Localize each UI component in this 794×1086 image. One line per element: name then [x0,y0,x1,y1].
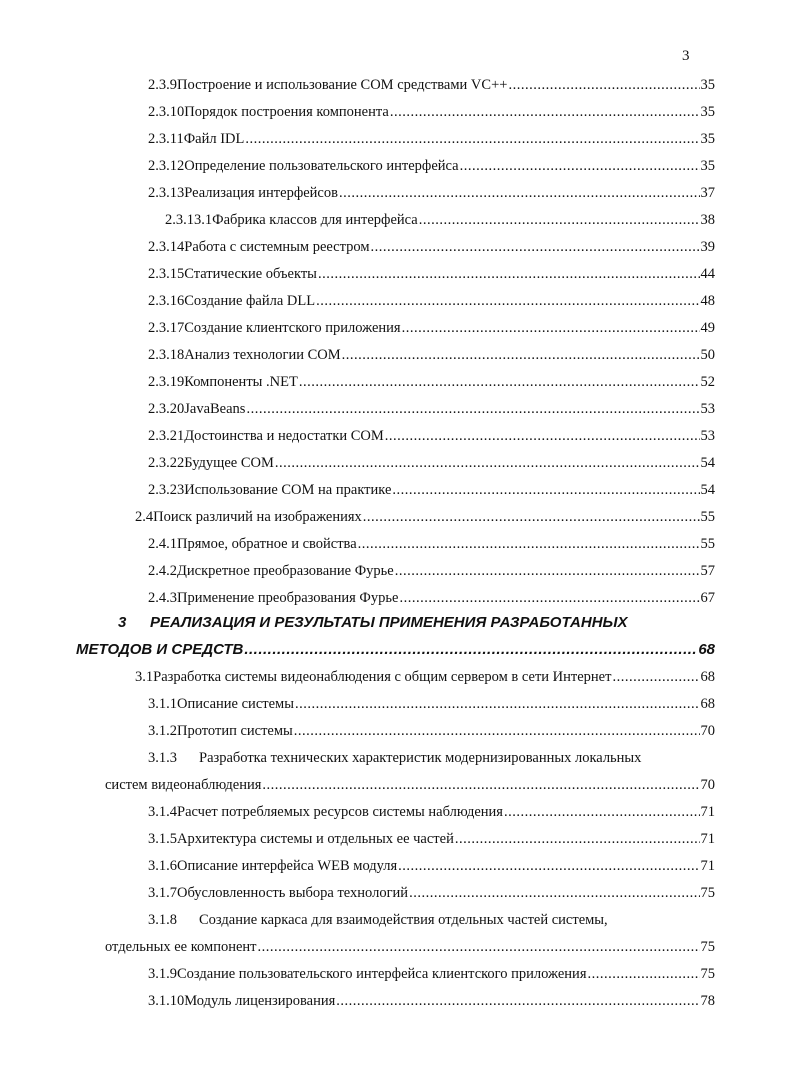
toc-entry-page: 35 [700,131,715,147]
toc-entry-page: 37 [700,185,715,201]
toc-entry-number: 3.1.2 [148,723,177,739]
toc-entry [148,722,715,740]
toc-leader [358,535,700,553]
toc-entry-multiline [148,749,641,767]
toc-leader [385,427,700,445]
toc-leader [275,454,700,472]
toc-entry-page: 39 [700,239,715,255]
toc-entry [148,184,715,202]
toc-entry-page: 52 [700,374,715,390]
toc-entry-number: 2.3.12 [148,158,185,174]
toc-entry [148,803,715,821]
toc-entry-page: 49 [700,320,715,336]
toc-entry [148,292,715,310]
toc-entry-page: 67 [700,590,715,606]
toc-entry-title: Работа с системным реестром [184,239,370,255]
toc-entry-page: 71 [700,858,715,874]
toc-entry [148,562,715,580]
toc-leader [245,130,699,148]
toc-entry-title-line1: Разработка технических характеристик модернизированных локальных [199,750,642,766]
toc-entry-number: 2.3.18 [148,347,185,363]
toc-entry-title: Расчет потребляемых ресурсов системы наблюдения [177,804,503,820]
toc-leader [504,803,700,821]
toc-entry [148,857,715,875]
toc-entry [148,965,715,983]
toc-entry [148,589,715,607]
toc-entry-title: Обусловленность выбора технологий [177,885,409,901]
page-number: 3 [682,48,690,64]
toc-entry-page: 68 [700,669,715,685]
toc-entry-title: Использование СОМ на практике [184,482,392,498]
toc-entry-page: 35 [700,158,715,174]
toc-entry-page: 35 [700,104,715,120]
toc-entry [148,76,715,94]
toc-entry-title: Анализ технологии СОМ [184,347,341,363]
toc-leader [409,884,699,902]
toc-entry-title: Создание клиентского приложения [184,320,401,336]
toc-entry [148,454,715,472]
toc-leader [244,641,697,659]
toc-entry-title: Прямое, обратное и свойства [177,536,357,552]
toc-entry [148,400,715,418]
toc-entry [148,238,715,256]
toc-entry [148,884,715,902]
toc-entry-page: 75 [700,939,715,955]
toc-entry-title-line2: отдельных ее компонент [105,939,257,955]
toc-entry [148,992,715,1010]
toc-entry-title: Разработка системы видеонаблюдения с общим сервером в сети Интернет [153,669,612,685]
toc-entry-number: 2.3.16 [148,293,185,309]
toc-entry-title: Статические объекты [184,266,317,282]
toc-entry-number: 3.1.10 [148,993,185,1009]
toc-entry-number: 2.4.1 [148,536,177,552]
toc-entry-page: 68 [700,696,715,712]
toc-entry-title: Применение преобразования Фурье [177,590,399,606]
chapter-heading-line2 [76,641,715,659]
toc-entry-title-line2: систем видеонаблюдения [105,777,262,793]
toc-entry-number: 2.3.13 [148,185,185,201]
toc-entry [148,535,715,553]
toc-entry-number: 3.1.3 [148,750,177,766]
toc-leader [398,857,699,875]
toc-entry-page: 70 [700,777,715,793]
chapter-title-line1: РЕАЛИЗАЦИЯ И РЕЗУЛЬТАТЫ ПРИМЕНЕНИЯ РАЗРАБОТАННЫХ [150,614,628,631]
toc-leader [395,562,700,580]
toc-leader [390,103,700,121]
chapter-heading [118,614,628,632]
toc-entry-continuation [105,776,715,794]
toc-leader [299,373,700,391]
toc-entry-number: 3.1.6 [148,858,177,874]
toc-entry-number: 2.3.22 [148,455,185,471]
toc-entry-title: Модуль лицензирования [184,993,336,1009]
toc-leader [295,695,700,713]
toc-entry-number: 2.4 [135,509,154,525]
toc-leader [262,776,699,794]
toc-entry-title: Файл IDL [183,131,245,147]
toc-entry-title-line1: Создание каркаса для взаимодействия отдельных частей системы, [199,912,608,928]
toc-entry-number: 2.3.10 [148,104,185,120]
toc-entry-page: 50 [700,347,715,363]
toc-entry-number: 2.4.3 [148,590,177,606]
toc-entry [148,157,715,175]
toc-entry [148,130,715,148]
toc-entry-number: 3.1.1 [148,696,177,712]
toc-entry-title: Создание файла DLL [184,293,316,309]
toc-leader [419,211,700,229]
chapter-title-line2: МЕТОДОВ И СРЕДСТВ [76,641,244,658]
toc-entry-number: 3.1.8 [148,912,177,928]
toc-entry-title: Будущее СОМ [184,455,274,471]
toc-entry-title: Архитектура системы и отдельных ее частей [177,831,454,847]
toc-entry-number: 2.3.14 [148,239,185,255]
toc-entry-page: 38 [700,212,715,228]
toc-leader [399,589,699,607]
toc-entry-page: 71 [700,831,715,847]
toc-entry [148,265,715,283]
toc-entry-title: Достоинства и недостатки СОМ [184,428,384,444]
toc-entry [148,346,715,364]
toc-leader [508,76,699,94]
toc-entry [135,668,715,686]
toc-entry-page: 48 [700,293,715,309]
toc-entry [165,211,715,229]
toc-leader [455,830,700,848]
toc-entry [135,508,715,526]
toc-entry-page: 53 [700,428,715,444]
toc-entry-title: Поиск различий на изображениях [153,509,362,525]
toc-entry-title: Определение пользовательского интерфейса [184,158,459,174]
toc-entry-number: 2.3.11 [148,131,184,147]
toc-entry-page: 55 [700,536,715,552]
toc-leader [318,265,700,283]
toc-entry-title: Компоненты .NET [184,374,298,390]
toc-entry [148,319,715,337]
toc-entry [148,481,715,499]
toc-entry-title: Фабрика классов для интерфейса [212,212,418,228]
toc-entry-page: 78 [700,993,715,1009]
toc-entry-number: 2.4.2 [148,563,177,579]
chapter-number: 3 [118,614,127,631]
toc-leader [588,965,700,983]
toc-entry-number: 2.3.23 [148,482,185,498]
toc-entry-title: Создание пользовательского интерфейса клиентского приложения [177,966,587,982]
toc-entry [148,373,715,391]
toc-entry-number: 2.3.20 [148,401,185,417]
toc-leader [316,292,699,310]
toc-entry-page: 54 [700,455,715,471]
toc-entry-page: 54 [700,482,715,498]
toc-entry [148,695,715,713]
toc-leader [339,184,700,202]
toc-entry-title: Прототип системы [177,723,293,739]
toc-entry-number: 2.3.17 [148,320,185,336]
toc-entry-title: Описание системы [177,696,294,712]
toc-leader [363,508,700,526]
toc-entry-page: 57 [700,563,715,579]
toc-entry-number: 2.3.9 [148,77,177,93]
toc-entry-number: 3.1.7 [148,885,177,901]
toc-entry-page: 55 [700,509,715,525]
toc-entry-page: 70 [700,723,715,739]
toc-entry-page: 53 [700,401,715,417]
toc-entry-page: 75 [700,966,715,982]
toc-leader [246,400,699,418]
toc-leader [258,938,700,956]
toc-leader [392,481,699,499]
toc-leader [460,157,700,175]
toc-leader [402,319,700,337]
toc-entry-page: 75 [700,885,715,901]
toc-entry [148,427,715,445]
toc-entry-number: 3.1.4 [148,804,177,820]
toc-entry-title: Реализация интерфейсов [184,185,338,201]
toc-entry-number: 2.3.21 [148,428,185,444]
toc-leader [336,992,699,1010]
toc-entry [148,830,715,848]
toc-entry-multiline [148,911,608,929]
toc-entry-title: Построение и использование СОМ средствами VC++ [177,77,508,93]
toc-entry-title: Описание интерфейса WEB модуля [177,858,398,874]
toc-entry-page: 71 [700,804,715,820]
toc-entry-title: Порядок построения компонента [184,104,389,120]
toc-entry-page: 35 [700,77,715,93]
chapter-page: 68 [698,641,715,658]
toc-entry-number: 3.1 [135,669,154,685]
toc-leader [342,346,700,364]
toc-leader [612,668,699,686]
toc-leader [294,722,700,740]
toc-entry-number: 3.1.9 [148,966,177,982]
toc-entry-page: 44 [700,266,715,282]
toc-leader [371,238,700,256]
toc-entry-number: 2.3.19 [148,374,185,390]
toc-entry-title: JavaBeans [184,401,246,417]
toc-entry-title: Дискретное преобразование Фурье [177,563,394,579]
toc-entry-number: 2.3.13.1 [165,212,213,228]
toc-entry-number: 2.3.15 [148,266,185,282]
toc-entry-number: 3.1.5 [148,831,177,847]
toc-entry [148,103,715,121]
toc-entry-continuation [105,938,715,956]
